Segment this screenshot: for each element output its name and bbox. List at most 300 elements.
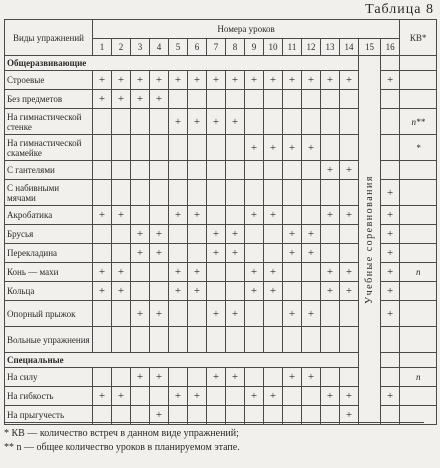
lesson-number-10: 10 <box>264 39 283 56</box>
lesson-cell <box>283 244 302 263</box>
lesson-cell <box>131 301 150 327</box>
lesson-cell <box>245 282 264 301</box>
plus-mark: + <box>386 228 394 240</box>
lesson-cell <box>207 135 226 161</box>
lesson-cell <box>302 135 321 161</box>
lesson-cell <box>188 71 207 90</box>
lesson-cell <box>188 90 207 109</box>
plus-mark: + <box>345 74 353 86</box>
lesson-cell <box>283 90 302 109</box>
lesson-cell <box>93 161 112 180</box>
plus-mark: + <box>269 141 277 154</box>
plus-mark: + <box>386 74 394 86</box>
lesson-cell <box>283 71 302 90</box>
lesson-cell <box>381 161 400 180</box>
lesson-cell <box>93 225 112 244</box>
plus-mark: + <box>231 371 239 383</box>
lesson-cell <box>340 161 359 180</box>
lesson-cell <box>150 206 169 225</box>
lesson-cell <box>131 368 150 387</box>
lesson-cell <box>321 206 340 225</box>
section-row <box>5 56 437 71</box>
lesson-cell <box>131 206 150 225</box>
plus-mark: + <box>98 93 106 105</box>
plus-mark: + <box>386 247 394 259</box>
lesson-cell <box>245 225 264 244</box>
plus-mark: + <box>117 390 125 402</box>
lesson-cell <box>264 180 283 206</box>
plus-mark: + <box>326 390 334 402</box>
plus-mark: + <box>174 115 182 128</box>
plus-mark: + <box>231 74 239 86</box>
kv-cell <box>400 327 437 353</box>
lesson-cell <box>245 368 264 387</box>
lesson-cell <box>131 327 150 353</box>
lesson-number-15: 15 <box>359 39 381 56</box>
lesson-cell <box>93 206 112 225</box>
lesson-cell <box>93 368 112 387</box>
plus-mark: + <box>98 285 106 297</box>
lesson-cell <box>226 244 245 263</box>
lesson-cell <box>245 244 264 263</box>
plus-mark: + <box>117 93 125 105</box>
lesson-cell <box>321 244 340 263</box>
lesson-cell <box>150 282 169 301</box>
plus-mark: + <box>326 164 334 176</box>
lesson-cell <box>188 206 207 225</box>
lesson-cell <box>226 109 245 135</box>
plus-mark: + <box>231 228 239 240</box>
lesson-cell <box>188 161 207 180</box>
lesson-cell <box>112 225 131 244</box>
lesson-cell <box>302 387 321 406</box>
lesson-cell <box>169 135 188 161</box>
plus-mark: + <box>345 390 353 402</box>
plus-mark: + <box>212 74 220 86</box>
section-empty-cell <box>381 56 400 71</box>
lesson-cell <box>226 387 245 406</box>
plus-mark: + <box>193 390 201 402</box>
lesson-cell <box>207 109 226 135</box>
lesson-cell <box>150 180 169 206</box>
section-title: Общеразвивающие <box>5 56 359 71</box>
lesson-cell <box>169 161 188 180</box>
kv-cell: n <box>400 263 437 282</box>
lesson-cell <box>169 387 188 406</box>
plus-mark: + <box>212 247 220 259</box>
plus-mark: + <box>231 307 239 320</box>
plus-mark: + <box>155 247 163 259</box>
lesson-cell <box>321 109 340 135</box>
plus-mark: + <box>326 266 334 278</box>
lesson-cell <box>283 161 302 180</box>
lesson-cell <box>245 263 264 282</box>
kv-cell: * <box>400 135 437 161</box>
lesson-cell <box>93 135 112 161</box>
lesson-cell <box>283 263 302 282</box>
header-row <box>5 20 437 39</box>
lesson-cell <box>169 180 188 206</box>
plus-mark: + <box>386 285 394 297</box>
plus-mark: + <box>136 228 144 240</box>
lesson-cell <box>381 301 400 327</box>
lesson-cell <box>264 135 283 161</box>
lesson-cell <box>264 368 283 387</box>
lesson-cell <box>381 282 400 301</box>
plus-mark: + <box>98 266 106 278</box>
lesson-cell <box>93 301 112 327</box>
lesson-cell <box>93 109 112 135</box>
plus-mark: + <box>326 285 334 297</box>
lesson-cell <box>169 109 188 135</box>
lesson-cell <box>245 327 264 353</box>
lesson-cell <box>381 109 400 135</box>
plus-mark: + <box>136 371 144 383</box>
lesson-cell <box>302 90 321 109</box>
lesson-cell <box>264 301 283 327</box>
lesson-cell <box>381 206 400 225</box>
plus-mark: + <box>269 266 277 278</box>
lesson-cell <box>321 225 340 244</box>
lesson-cell <box>188 225 207 244</box>
plus-mark: + <box>174 285 182 297</box>
kv-cell <box>400 206 437 225</box>
lesson-number-3: 3 <box>131 39 150 56</box>
lesson-cell <box>340 263 359 282</box>
lesson-cell <box>207 180 226 206</box>
lesson-cell <box>264 161 283 180</box>
lesson-cell <box>188 109 207 135</box>
lesson-cell <box>169 225 188 244</box>
lesson-number-6: 6 <box>188 39 207 56</box>
lesson-number-7: 7 <box>207 39 226 56</box>
lesson-cell <box>112 263 131 282</box>
lesson-cell <box>226 327 245 353</box>
lesson-cell <box>321 387 340 406</box>
plus-mark: + <box>136 74 144 86</box>
lesson-cell <box>226 180 245 206</box>
lesson-cell <box>226 282 245 301</box>
plus-mark: + <box>212 228 220 240</box>
lesson-cell <box>150 71 169 90</box>
lesson-cell <box>264 327 283 353</box>
plus-mark: + <box>250 141 258 154</box>
plus-mark: + <box>136 307 144 320</box>
lesson-cell <box>381 368 400 387</box>
lesson-cell <box>112 282 131 301</box>
plus-mark: + <box>231 115 239 128</box>
lesson-cell <box>207 244 226 263</box>
lesson-cell <box>150 244 169 263</box>
lesson-cell <box>188 282 207 301</box>
lesson-cell <box>93 244 112 263</box>
plus-mark: + <box>307 371 315 383</box>
lesson-cell <box>169 327 188 353</box>
lesson-cell <box>264 225 283 244</box>
lesson-cell <box>93 71 112 90</box>
plus-mark: + <box>345 266 353 278</box>
exercise-label: Брусья <box>5 225 93 244</box>
lesson-cell <box>245 180 264 206</box>
plus-mark: + <box>326 209 334 221</box>
lesson-cell <box>207 387 226 406</box>
plus-mark: + <box>250 390 258 402</box>
lesson-cell <box>264 109 283 135</box>
plus-mark: + <box>307 141 315 154</box>
lesson-cell <box>112 109 131 135</box>
lesson-cell <box>381 90 400 109</box>
lesson-cell <box>150 90 169 109</box>
lesson-cell <box>169 368 188 387</box>
lesson-cell <box>321 161 340 180</box>
header-exercise-types: Виды упражнений <box>5 20 93 56</box>
plus-mark: + <box>345 285 353 297</box>
lesson-cell <box>302 263 321 282</box>
lesson-cell <box>245 387 264 406</box>
lesson-cell <box>150 368 169 387</box>
lesson-cell <box>381 387 400 406</box>
lesson-cell <box>207 282 226 301</box>
lesson-cell <box>131 387 150 406</box>
lesson-cell <box>207 161 226 180</box>
plus-mark: + <box>307 74 315 86</box>
lesson-cell <box>226 206 245 225</box>
kv-cell: n <box>400 368 437 387</box>
kv-cell <box>400 161 437 180</box>
plus-mark: + <box>269 390 277 402</box>
lesson-cell <box>207 90 226 109</box>
exercise-label: Перекладина <box>5 244 93 263</box>
section-empty-cell <box>400 353 437 368</box>
lesson-cell <box>283 368 302 387</box>
section-title: Специальные <box>5 353 359 368</box>
lesson-cell <box>321 301 340 327</box>
lesson-cell <box>283 206 302 225</box>
lesson-cell <box>283 301 302 327</box>
lesson-number-2: 2 <box>112 39 131 56</box>
plus-mark: + <box>136 93 144 105</box>
lesson-cell <box>131 135 150 161</box>
kv-cell <box>400 301 437 327</box>
plus-mark: + <box>193 285 201 297</box>
lesson-cell <box>131 282 150 301</box>
lesson-cell <box>302 225 321 244</box>
lesson-cell <box>93 327 112 353</box>
lesson-cell <box>302 206 321 225</box>
lesson-cell <box>245 90 264 109</box>
lesson-cell <box>150 225 169 244</box>
plus-mark: + <box>288 141 296 154</box>
lesson-cell <box>93 387 112 406</box>
lesson-cell <box>340 387 359 406</box>
lesson-cell <box>283 282 302 301</box>
lesson-cell <box>226 368 245 387</box>
plus-mark: + <box>326 74 334 86</box>
plus-mark: + <box>307 228 315 240</box>
vertical-label-cell <box>359 56 381 425</box>
plus-mark: + <box>117 74 125 86</box>
lesson-cell <box>93 180 112 206</box>
lesson-cell <box>321 71 340 90</box>
lesson-cell <box>381 263 400 282</box>
lesson-cell <box>112 368 131 387</box>
lesson-cell <box>207 368 226 387</box>
lesson-cell <box>340 327 359 353</box>
lesson-cell <box>131 263 150 282</box>
plus-mark: + <box>174 390 182 402</box>
lesson-cell <box>207 263 226 282</box>
lesson-number-1: 1 <box>93 39 112 56</box>
lesson-number-11: 11 <box>283 39 302 56</box>
lesson-cell <box>264 90 283 109</box>
plus-mark: + <box>288 307 296 320</box>
plus-mark: + <box>98 209 106 221</box>
lesson-cell <box>340 301 359 327</box>
lesson-cell <box>112 327 131 353</box>
lesson-cell <box>112 180 131 206</box>
lesson-cell <box>188 301 207 327</box>
lesson-number-14: 14 <box>340 39 359 56</box>
footnotes <box>4 422 424 455</box>
plus-mark: + <box>231 247 239 259</box>
exercise-label: Строевые <box>5 71 93 90</box>
lesson-cell <box>226 301 245 327</box>
plus-mark: + <box>155 74 163 86</box>
lesson-cell <box>207 206 226 225</box>
plus-mark: + <box>117 209 125 221</box>
lesson-cell <box>321 180 340 206</box>
footnote-kv: * КВ — количество встреч в данном виде упражнений; <box>4 428 239 439</box>
lesson-number-9: 9 <box>245 39 264 56</box>
lesson-cell <box>302 161 321 180</box>
plus-mark: + <box>117 285 125 297</box>
lesson-cell <box>245 135 264 161</box>
plus-mark: + <box>386 390 394 402</box>
lesson-cell <box>188 180 207 206</box>
exercise-label: С гантелями <box>5 161 93 180</box>
plus-mark: + <box>345 409 353 421</box>
kv-cell <box>400 71 437 90</box>
lesson-cell <box>169 90 188 109</box>
plus-mark: + <box>174 209 182 221</box>
exercise-label: На гимнастической скамейке <box>5 135 93 161</box>
lesson-cell <box>207 225 226 244</box>
lesson-number-12: 12 <box>302 39 321 56</box>
plus-mark: + <box>174 266 182 278</box>
plus-mark: + <box>212 371 220 383</box>
section-empty-cell <box>400 56 437 71</box>
lesson-cell <box>283 387 302 406</box>
kv-cell: n** <box>400 109 437 135</box>
lesson-cell <box>381 327 400 353</box>
lesson-cell <box>169 263 188 282</box>
lesson-cell <box>340 180 359 206</box>
lesson-cell <box>381 180 400 206</box>
lesson-number-5: 5 <box>169 39 188 56</box>
plus-mark: + <box>269 209 277 221</box>
lesson-number-8: 8 <box>226 39 245 56</box>
lesson-cell <box>381 225 400 244</box>
lesson-cell <box>150 135 169 161</box>
lesson-cell <box>150 327 169 353</box>
lesson-cell <box>150 109 169 135</box>
lesson-cell <box>340 225 359 244</box>
lesson-cell <box>226 161 245 180</box>
exercise-label: На силу <box>5 368 93 387</box>
lesson-cell <box>188 263 207 282</box>
lesson-cell <box>340 244 359 263</box>
lesson-cell <box>245 161 264 180</box>
lesson-cell <box>302 368 321 387</box>
exercise-label: Вольные упражнения <box>5 327 93 353</box>
lesson-cell <box>302 282 321 301</box>
lesson-cell <box>131 225 150 244</box>
lesson-cell <box>131 71 150 90</box>
lesson-cell <box>340 368 359 387</box>
lesson-cell <box>283 225 302 244</box>
lesson-cell <box>340 206 359 225</box>
table-caption: Таблица 8 <box>365 2 434 17</box>
lesson-cell <box>381 71 400 90</box>
plus-mark: + <box>174 74 182 86</box>
plus-mark: + <box>155 228 163 240</box>
lesson-cell <box>169 301 188 327</box>
lesson-cell <box>226 135 245 161</box>
plus-mark: + <box>193 74 201 86</box>
lesson-cell <box>150 263 169 282</box>
lesson-cell <box>340 282 359 301</box>
exercise-label: На прыгучесть <box>5 406 93 425</box>
kv-cell <box>400 225 437 244</box>
lesson-cell <box>131 244 150 263</box>
plus-mark: + <box>250 74 258 86</box>
lesson-cell <box>112 135 131 161</box>
lesson-cell <box>245 109 264 135</box>
exercise-label: Без предметов <box>5 90 93 109</box>
exercise-label: С набивными мячами <box>5 180 93 206</box>
lesson-cell <box>283 135 302 161</box>
lesson-cell <box>150 301 169 327</box>
exercise-label: Акробатика <box>5 206 93 225</box>
kv-cell <box>400 282 437 301</box>
plus-mark: + <box>288 247 296 259</box>
plus-mark: + <box>345 209 353 221</box>
exercise-label: На гимнастической стенке <box>5 109 93 135</box>
lesson-cell <box>264 206 283 225</box>
plus-mark: + <box>386 209 394 221</box>
lesson-cell <box>131 180 150 206</box>
lesson-cell <box>188 368 207 387</box>
plus-mark: + <box>250 209 258 221</box>
plus-mark: + <box>155 409 163 421</box>
lesson-cell <box>150 161 169 180</box>
lesson-cell <box>340 135 359 161</box>
lesson-cell <box>112 90 131 109</box>
lesson-cell <box>340 90 359 109</box>
lesson-cell <box>131 90 150 109</box>
plus-mark: + <box>155 307 163 320</box>
lesson-cell <box>169 244 188 263</box>
kv-cell <box>400 180 437 206</box>
plus-mark: + <box>269 285 277 297</box>
header-kv: КВ* <box>400 20 437 56</box>
header-lesson-numbers: Номера уроков <box>93 20 400 39</box>
lesson-cell <box>321 135 340 161</box>
plus-mark: + <box>250 285 258 297</box>
exercise-label: Кольца <box>5 282 93 301</box>
lesson-plan-table <box>4 19 437 425</box>
lesson-cell <box>93 282 112 301</box>
